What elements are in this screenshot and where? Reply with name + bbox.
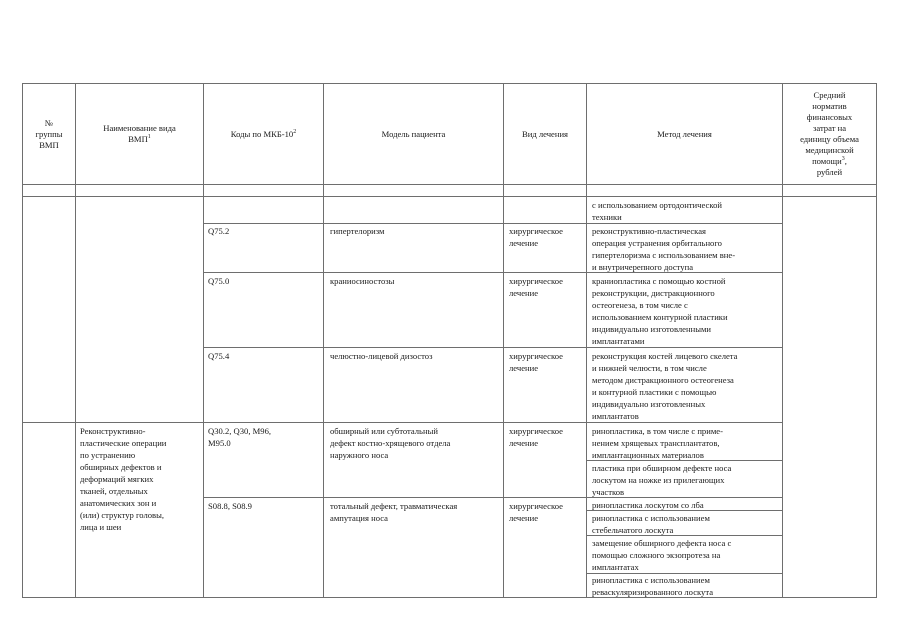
method-cell: ринопластика лоскутом со лба	[592, 500, 704, 510]
header-treatment-type: Вид лечения	[521, 128, 569, 139]
patient-model-cell: тотальный дефект, травматическая ампутация носа	[330, 501, 458, 523]
treatment-type-cell: хирургическое лечение	[509, 501, 563, 523]
treatment-type-cell: хирургическое лечение	[509, 276, 563, 298]
header-icd-codes-text: Коды по МКБ-10	[230, 128, 294, 139]
method-cell: реконструктивно-пластическая операция устранения орбитального гипертелоризма с использованием вне- и внутричерепного доступа	[592, 226, 736, 272]
icd-code-cell: Q30.2, Q30, M96, M95.0	[208, 426, 272, 448]
header-cost-norm	[783, 84, 876, 184]
treatment-type-cell: хирургическое лечение	[509, 426, 563, 448]
header-vmp-name-text: Наименование вида ВМП	[103, 123, 176, 144]
vmp-name-cell: Реконструктивно- пластические операции по устранению обширных дефектов и деформаций мягких тканей, отдельных анатомических зон и (или) структур головы, лица и шеи	[80, 426, 167, 532]
header-patient-model: Модель пациента	[381, 128, 446, 139]
icd-code-cell: Q75.4	[208, 351, 230, 361]
treatment-type-cell: хирургическое лечение	[509, 226, 563, 248]
icd-code-cell: Q75.2	[208, 226, 230, 236]
patient-model-cell: обширный или субтотальный дефект костно-хрящевого отдела наружного носа	[330, 426, 451, 460]
header-group-number: № группы ВМП	[35, 117, 63, 150]
method-cell: с использованием ортодонтической техники	[592, 200, 722, 222]
header-cost-norm-text: Средний норматив финансовых затрат на единицу объема медицинской помощи	[800, 90, 859, 166]
method-cell: реконструкция костей лицевого скелета и нижней челюсти, в том числе методом дистракционного остеогенеза и контурной пластики с помощью индивидуально изготовленных имплантатов	[592, 351, 738, 421]
table-border	[22, 184, 877, 185]
patient-model-cell: краниосиностозы	[330, 276, 395, 286]
footnote-3: 3	[841, 156, 845, 163]
header-cost-norm-unit: , рублей	[816, 156, 847, 177]
footnote-1: 1	[147, 134, 151, 141]
icd-code-cell: S08.8, S08.9	[208, 501, 252, 511]
treatment-type-cell: хирургическое лечение	[509, 351, 563, 373]
header-icd-codes	[204, 84, 323, 184]
header-treatment-method: Метод лечения	[657, 128, 712, 139]
method-cell: ринопластика с использованием стебельчатого лоскута	[592, 513, 710, 535]
table-border	[22, 196, 877, 197]
method-cell: ринопластика с использованием реваскуляризированного лоскута	[592, 575, 714, 597]
method-cell: краниопластика с помощью костной реконструкции, дистракционного остеогенеза, в том числе с использованием контурной пластики индивидуально изготовленными имплантатами	[592, 276, 728, 346]
icd-code-cell: Q75.0	[208, 276, 230, 286]
table-border	[203, 347, 783, 348]
table-border	[203, 223, 783, 224]
patient-model-cell: гипертелоризм	[330, 226, 385, 236]
table-border	[876, 83, 877, 598]
method-cell: ринопластика, в том числе с приме- нением хрящевых трансплантатов, имплантационных материалов	[592, 426, 723, 460]
patient-model-cell: челюстно-лицевой дизостоз	[330, 351, 433, 361]
method-cell: замещение обширного дефекта носа с помощью сложного экзопротеза на имплантатах	[592, 538, 732, 572]
method-cell: пластика при обширном дефекте носа лоскутом на ножке из прилегающих участков	[592, 463, 732, 497]
table-border	[22, 422, 783, 423]
header-vmp-name	[76, 84, 203, 184]
footnote-2: 2	[293, 128, 297, 135]
